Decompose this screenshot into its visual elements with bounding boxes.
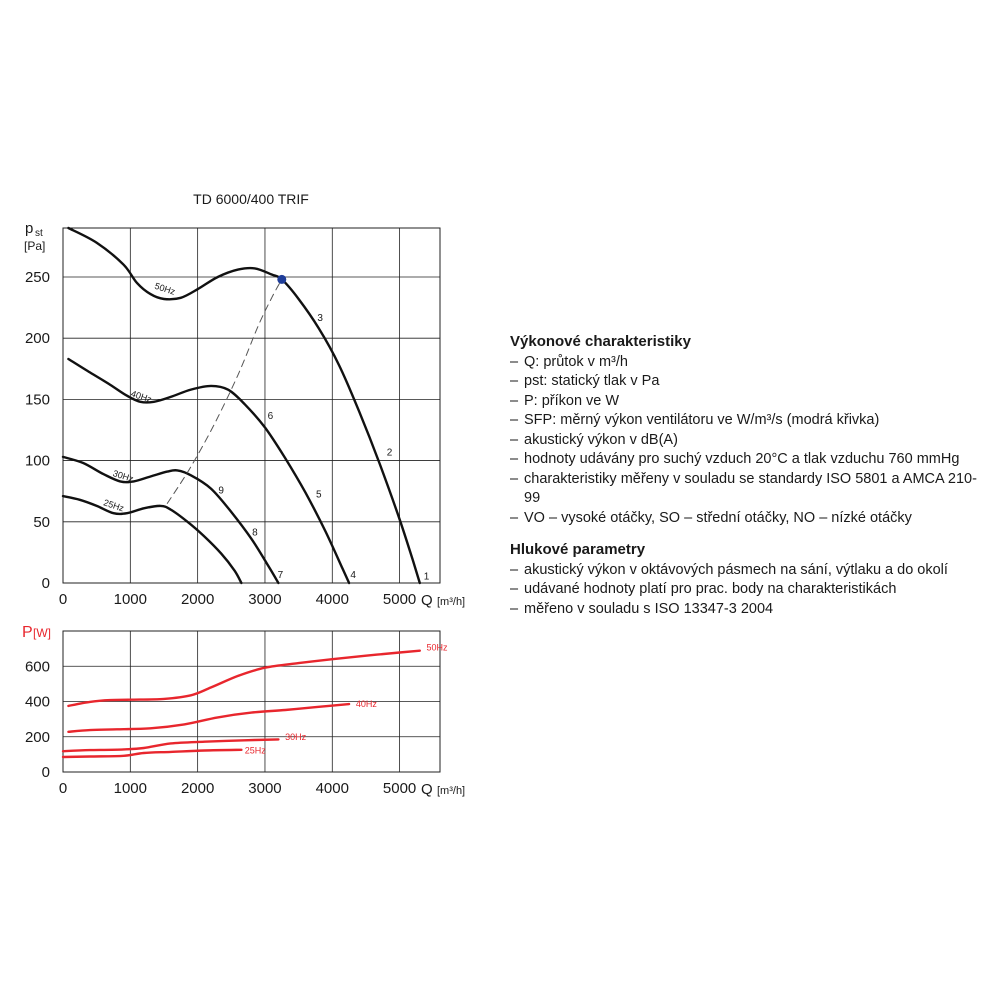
- power-y-axis-label: P: [22, 624, 33, 641]
- pressure-x-tick-label: 0: [58, 591, 68, 608]
- pressure-x-tick-label: 3000: [248, 591, 282, 608]
- info-panel: [510, 332, 990, 619]
- power-x-tick-label: 4000: [315, 780, 349, 797]
- pressure-x-axis-label: Q: [421, 592, 433, 609]
- pressure-y-axis-subscript: st: [35, 228, 43, 239]
- pressure-point-label: 5: [316, 489, 322, 501]
- pressure-x-tick-label: 5000: [382, 591, 417, 608]
- pressure-point-label: 2: [386, 447, 393, 459]
- power-x-tick-label: 1000: [113, 780, 148, 797]
- pressure-point-label: 1: [423, 571, 430, 583]
- pressure-series-label: 40Hz: [129, 388, 153, 405]
- pressure-series-40hz: [68, 359, 349, 583]
- pressure-point-label: 6: [267, 410, 274, 422]
- list-item: – hodnoty udávány pro suchý vzduch 20°C a tlak vzduchu 760 mmHg: [510, 450, 990, 470]
- pressure-y-tick-label: 0: [41, 575, 50, 592]
- performance-list: [510, 353, 990, 529]
- section-title-performance: Výkonové charakteristiky: [510, 333, 691, 350]
- power-series-label: 25Hz: [244, 745, 266, 756]
- chart-title: TD 6000/400 TRIF: [193, 191, 309, 207]
- pressure-y-tick-label: 100: [24, 452, 50, 470]
- list-item: – VO – vysoké otáčky, SO – střední otáčky, NO – nízké otáčky: [510, 509, 990, 529]
- pressure-point-label: 3: [317, 313, 323, 325]
- pressure-series-label: 25Hz: [102, 497, 126, 514]
- list-item: – SFP: měrný výkon ventilátoru ve W/m³/s (modrá křivka): [510, 411, 990, 431]
- list-item: – pst: statický tlak v Pa: [510, 372, 990, 392]
- list-item: – akustický výkon v dB(A): [510, 431, 990, 451]
- power-series-label: 50Hz: [426, 642, 448, 653]
- power-series-40hz: [68, 704, 349, 732]
- pressure-y-tick-label: 150: [24, 391, 50, 409]
- pressure-point-label: 4: [350, 570, 356, 582]
- list-item: – charakteristiky měřeny v souladu se standardy ISO 5801 a AMCA 210-99: [510, 470, 990, 509]
- pressure-x-tick-label: 4000: [315, 591, 349, 608]
- power-y-tick-label: 400: [24, 693, 50, 711]
- power-y-tick-label: 0: [41, 764, 50, 781]
- pressure-series-label: 30Hz: [111, 468, 135, 485]
- pressure-point-label: 7: [277, 570, 284, 582]
- list-item: – Q: průtok v m³/h: [510, 353, 990, 373]
- list-item: – udávané hodnoty platí pro prac. body na charakteristikách: [510, 580, 990, 600]
- power-x-tick-label: 5000: [382, 780, 417, 797]
- pressure-y-axis-label: p: [25, 220, 34, 237]
- power-x-axis-label: Q: [421, 781, 433, 798]
- pressure-x-tick-label: 2000: [180, 591, 215, 608]
- power-series-label: 30Hz: [285, 731, 307, 742]
- pressure-point-label: 9: [218, 485, 224, 497]
- pressure-y-tick-label: 50: [33, 513, 50, 531]
- pressure-y-tick-label: 250: [24, 268, 50, 286]
- noise-list: [510, 561, 990, 620]
- power-x-tick-label: 3000: [248, 780, 282, 797]
- pressure-x-axis-unit: [m³/h]: [437, 596, 466, 608]
- pressure-sfp-marker: [277, 275, 286, 284]
- section-title-noise: Hlukové parametry: [510, 541, 646, 558]
- pressure-series-25hz: [63, 496, 241, 583]
- pressure-point-label: 8: [252, 527, 258, 539]
- power-series-label: 40Hz: [355, 698, 377, 709]
- pressure-y-axis-unit: [Pa]: [24, 239, 46, 253]
- list-item: – akustický výkon v oktávových pásmech na sání, výtlaku a do okolí: [510, 561, 990, 581]
- list-item: – P: příkon ve W: [510, 392, 990, 412]
- power-x-axis-unit: [m³/h]: [437, 785, 466, 797]
- pressure-series-30hz: [63, 457, 278, 583]
- pressure-y-tick-label: 200: [24, 330, 50, 348]
- power-x-tick-label: 2000: [180, 780, 215, 797]
- power-y-tick-label: 200: [24, 728, 50, 746]
- power-x-tick-label: 0: [58, 780, 68, 797]
- power-series-50hz: [68, 651, 419, 706]
- list-item: – měřeno v souladu s ISO 13347-3 2004: [510, 600, 990, 620]
- power-y-axis-unit: [W]: [33, 626, 51, 640]
- power-y-tick-label: 600: [24, 658, 50, 676]
- pressure-series-label: 50Hz: [153, 280, 177, 297]
- pressure-x-tick-label: 1000: [113, 591, 148, 608]
